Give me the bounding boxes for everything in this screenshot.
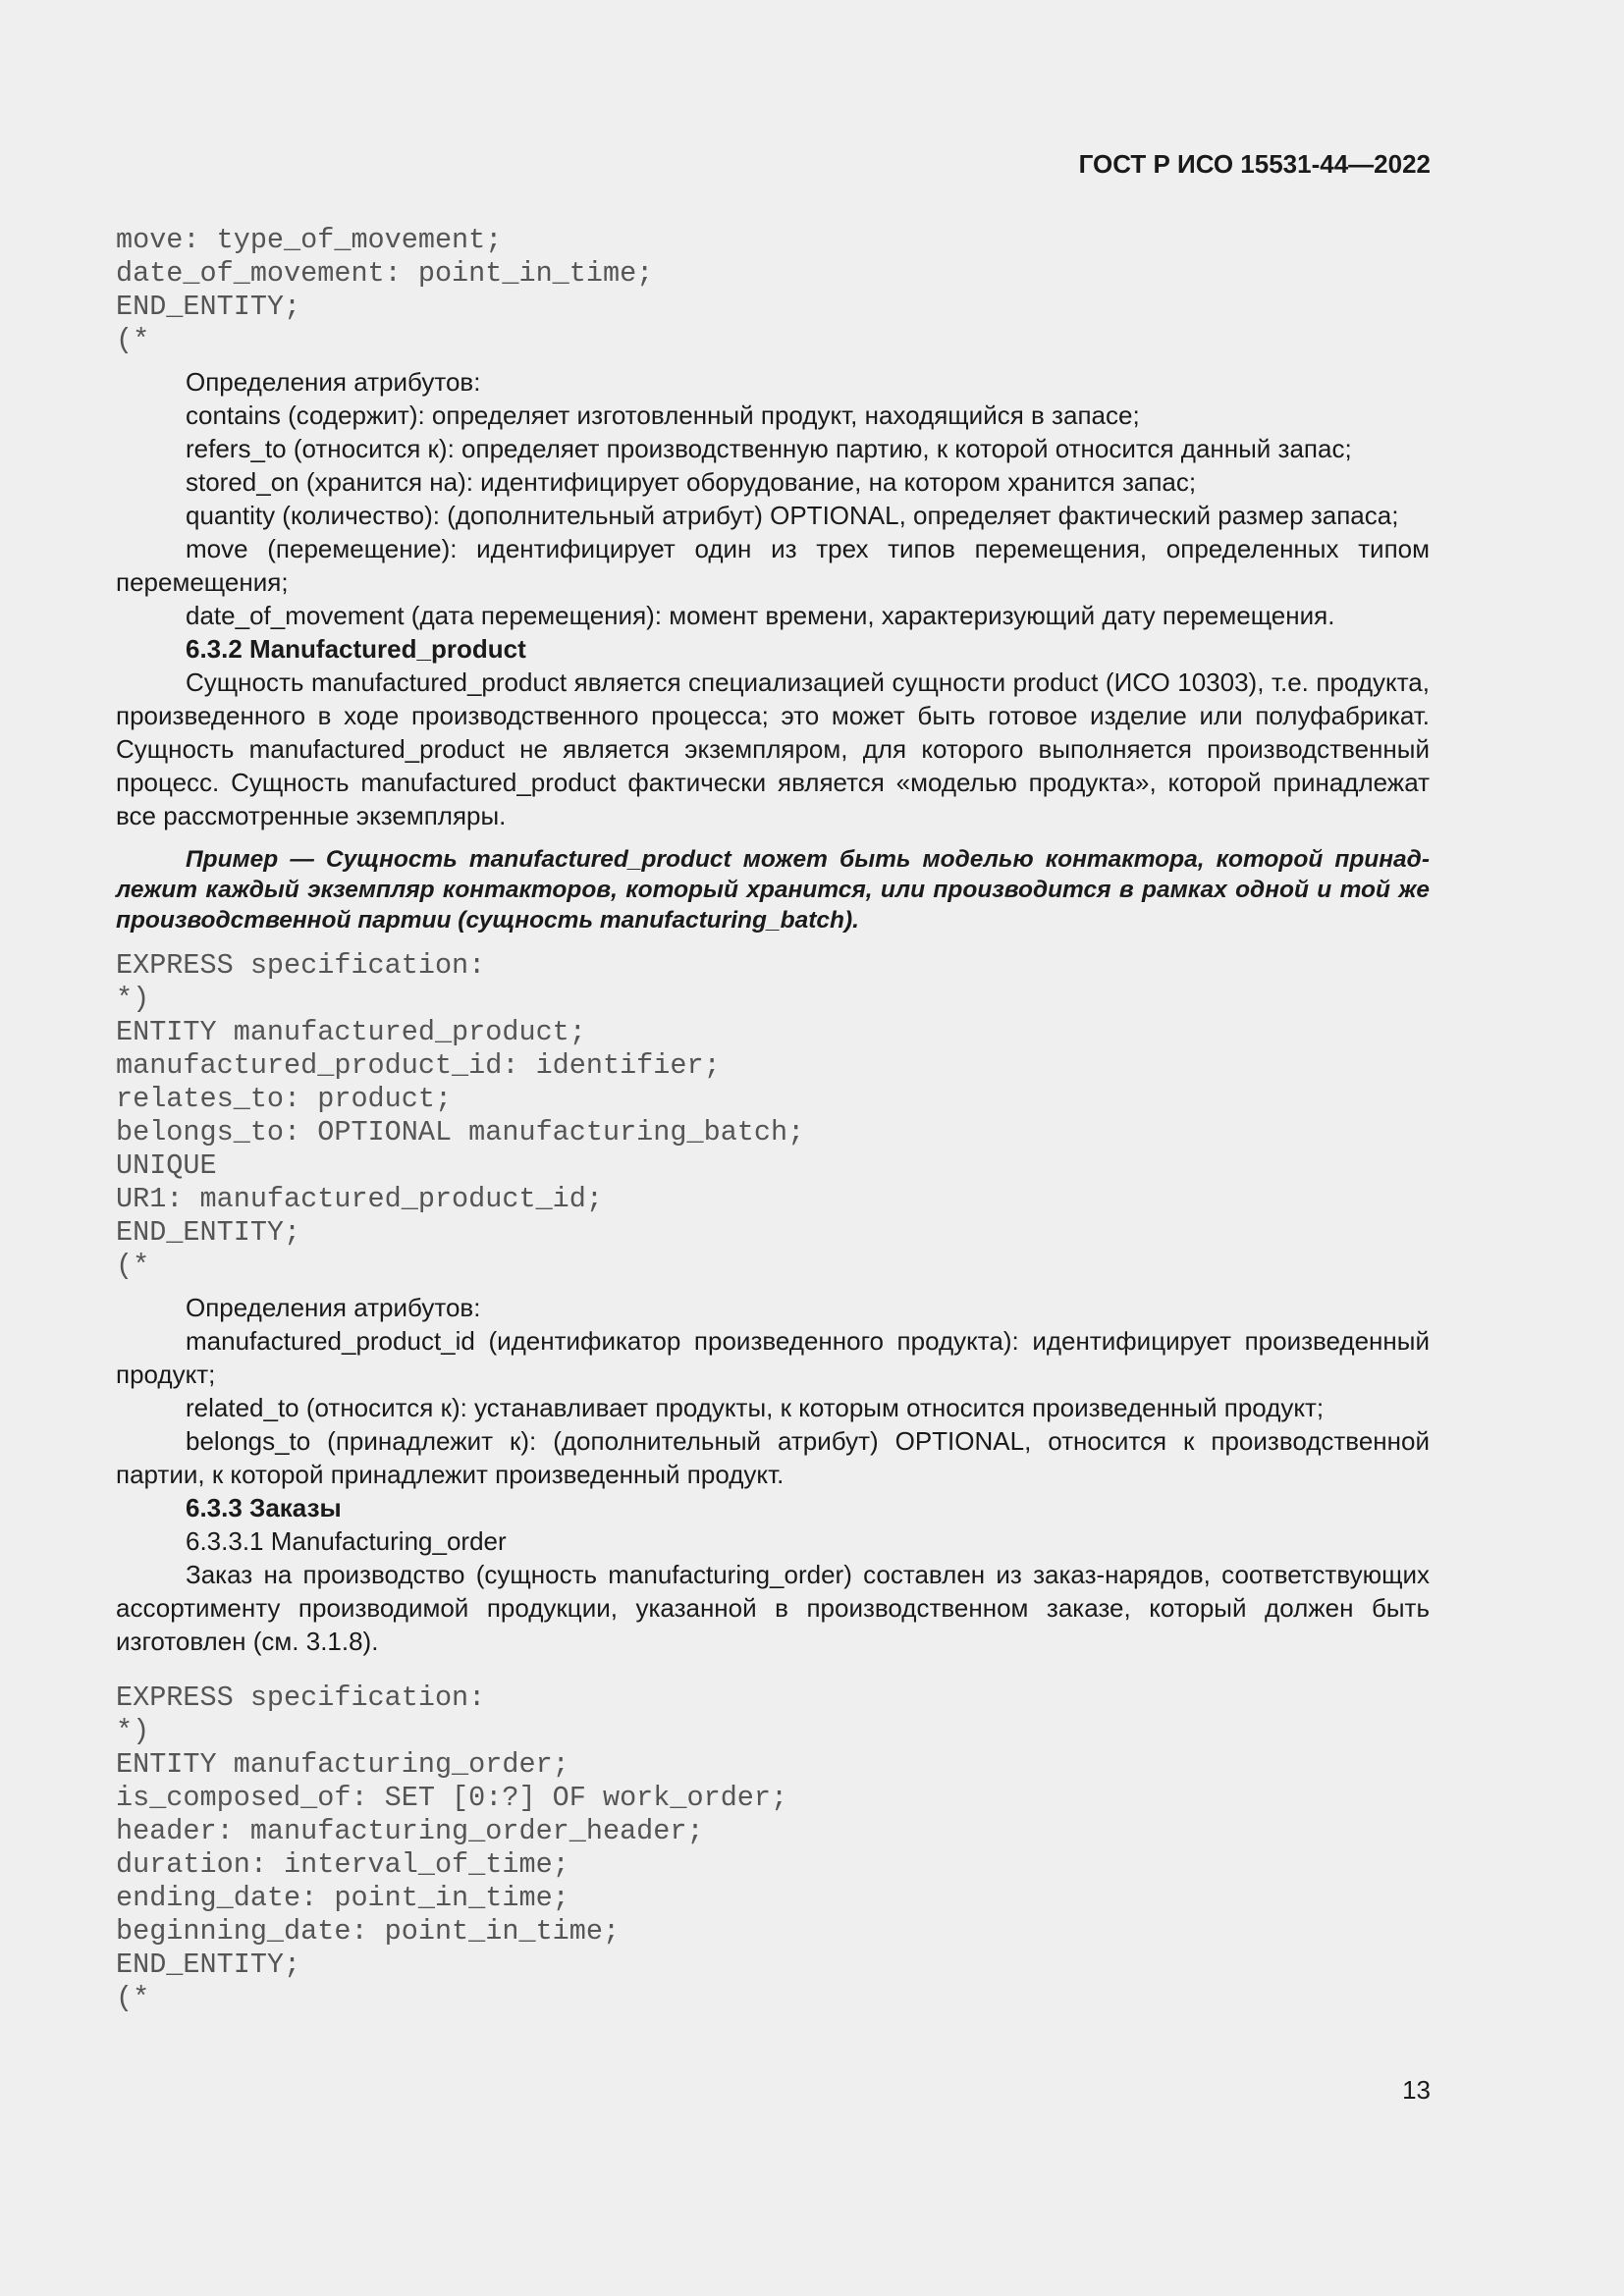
attribute-definitions-title-2: Определения атрибутов: (186, 1293, 481, 1322)
attribute-definition-move: move (перемещение): идентифицирует один из трех типов перемещения, определенных типом перемещения; (116, 534, 1430, 597)
attribute-definitions-title: Определения атрибутов: (186, 367, 481, 397)
express-code-block-3: EXPRESS specification: *) ENTITY manufacturing_order; is_composed_of: SET [0:?] OF work_order; header: manufacturing_order_header; duration: interval_of_time; ending_date: point_in_time; beginning_date: point_in_time; END_ENTITY; (* (116, 1682, 788, 2014)
attribute-definition-date-of-movement: date_of_movement (дата перемещения): момент времени, характеризующий дату перемещения. (186, 601, 1335, 630)
attribute-definition-quantity: quantity (количество): (дополнительный атрибут) OPTIONAL, определяет фактический размер запаса; (186, 501, 1399, 530)
page-content (116, 224, 1430, 2015)
paragraph-manufactured-product: Сущность manufactured_product является специализацией сущности product (ИСО 10303), т.е. продукта, произведенного в ходе производственного процесса; это может быть готовое изделие или полуфабрикат. Сущность manufactured_product не является экземпляром, для которого выполняется производственный процесс. Сущность manufactured_product фактически является «моделью продукта», которой принадлежат все рассмотренные экземпляры. (116, 667, 1430, 830)
document-standard-header: ГОСТ Р ИСО 15531-44—2022 (1078, 149, 1431, 179)
attribute-definition-belongs-to: belongs_to (принадлежит к): (дополнительный атрибут) OPTIONAL, относится к производственной партии, к которой принадлежит произведенный продукт. (116, 1426, 1430, 1489)
example-note: Пример — Сущность manufactured_product может быть моделью контактора, которой принадлежит каждый экземпляр контакторов, который хранится, или производится в рамках одной и той же производственной партии (сущность manufacturing_batch). (116, 846, 1430, 934)
attribute-definition-related-to: related_to (относится к): устанавливает продукты, к которым относится произведенный продукт; (186, 1393, 1325, 1422)
subsection-heading-manufacturing-order: 6.3.3.1 Manufacturing_order (186, 1526, 507, 1556)
attribute-definition-contains: contains (содержит): определяет изготовленный продукт, находящийся в запасе; (186, 400, 1140, 430)
paragraph-manufacturing-order: Заказ на производство (сущность manufacturing_order) составлен из заказ-нарядов, соответствующих ассортименту производимой продукции, указанной в производственном заказе, который должен быть изготовлен (см. 3.1.8). (116, 1560, 1430, 1656)
express-code-block-1: move: type_of_movement; date_of_movement: point_in_time; END_ENTITY; (* (116, 224, 654, 356)
express-code-block-2: EXPRESS specification: *) ENTITY manufactured_product; manufactured_product_id: identifier; relates_to: product; belongs_to: OPTIONAL manufacturing_batch; UNIQUE UR1: manufactured_product_id; END_ENTITY; (* (116, 949, 805, 1282)
attribute-definition-manufactured-product-id: manufactured_product_id (идентификатор произведенного продукта): идентифицирует произведенный продукт; (116, 1326, 1430, 1389)
section-heading-orders: 6.3.3 Заказы (186, 1493, 342, 1522)
attribute-definition-stored-on: stored_on (хранится на): идентифицирует оборудование, на котором хранится запас; (186, 467, 1197, 497)
attribute-definition-refers-to: refers_to (относится к): определяет производственную партию, к которой относится данный запас; (186, 434, 1352, 463)
section-heading-manufactured-product: 6.3.2 Manufactured_product (186, 634, 526, 664)
page-number: 13 (1402, 2075, 1431, 2105)
